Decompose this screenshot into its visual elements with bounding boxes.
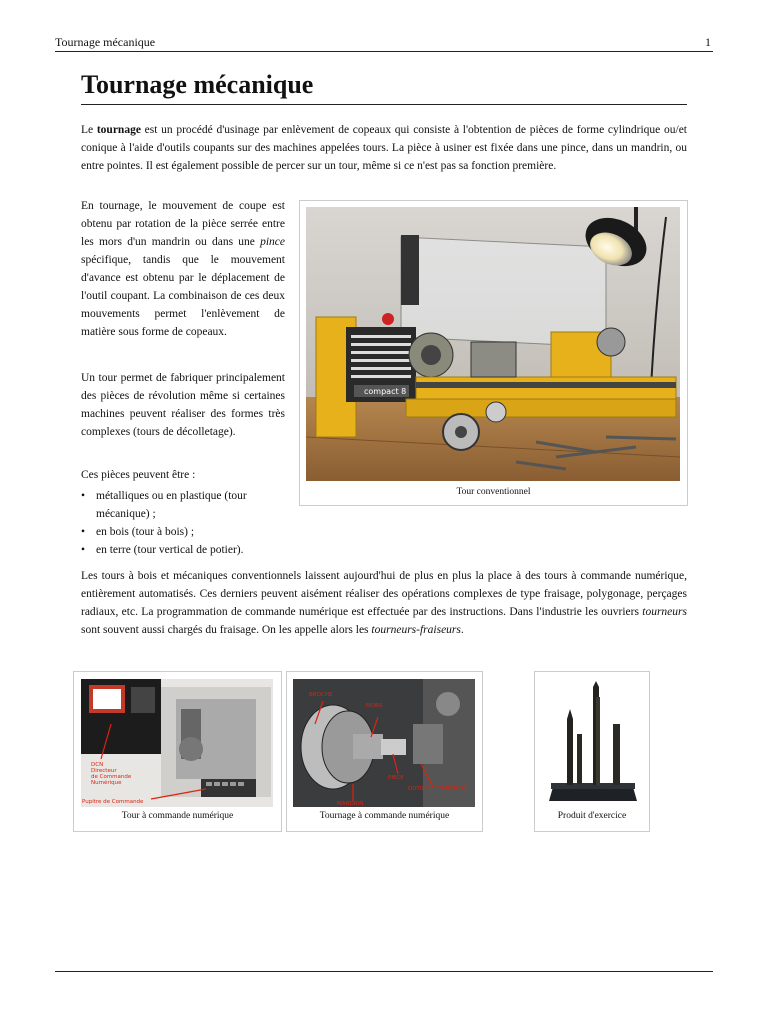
intro-text-pre: Le — [81, 124, 97, 136]
page-title: Tournage mécanique — [81, 70, 687, 105]
annotation-pupitre: Pupitre de Commande — [82, 799, 144, 805]
annotation-line: DCN — [91, 762, 104, 768]
annotation-outil: OUTIL DE TOURNAGE — [408, 786, 467, 792]
cnc-lathe-photo — [81, 679, 273, 807]
annotation-line: de Commande — [91, 774, 132, 780]
materials-list — [81, 487, 301, 559]
para5-text-mid: sont souvent aussi chargés du fraisage. On les appelle alors les — [81, 624, 372, 636]
page-number: 1 — [705, 35, 711, 49]
figure-caption: Tour à commande numérique — [121, 811, 234, 821]
list-item: • en bois (tour à bois) ; — [81, 523, 301, 541]
annotation-line: Directeur — [91, 768, 117, 774]
footer-rule — [55, 971, 713, 972]
running-header — [55, 35, 713, 52]
paragraph-cutting-motion — [81, 197, 285, 341]
annotation-mors: MORS — [366, 703, 383, 709]
running-header-title: Tournage mécanique — [55, 35, 156, 49]
paragraph-cnc — [81, 567, 687, 639]
para2-text-post: spécifique, tandis que le mouvement d'avance est obtenu par le déplacement de l'outil coupant. La combinaison de ces deux mouvements permet l'enlèvement de matière sous forme de copeaux. — [81, 254, 285, 338]
list-item: • métalliques ou en plastique (tour mécanique) ; — [81, 487, 301, 523]
list-item: • en terre (tour vertical de potier). — [81, 541, 301, 559]
paragraph-parts-intro: Ces pièces peuvent être : — [81, 469, 196, 481]
para5-italic-fraiseurs: tourneurs-fraiseurs — [371, 624, 461, 636]
lathe-brand-label: compact 8 — [364, 387, 407, 396]
figure-product — [534, 671, 650, 832]
figure-cnc-turning — [286, 671, 483, 832]
annotation-dcn — [91, 762, 131, 786]
figure-cnc-lathe — [73, 671, 282, 832]
intro-bold-term: tournage — [96, 124, 141, 136]
figure-conventional-lathe — [299, 200, 688, 506]
annotation-line: Numérique — [91, 780, 122, 786]
annotation-broche: BROCHE — [309, 692, 333, 698]
para5-text-post: . — [460, 624, 464, 636]
para2-italic: pince — [260, 236, 285, 248]
figure-caption: Produit d'exercice — [557, 811, 627, 821]
lathe-photo — [306, 207, 680, 481]
annotation-piece: PIECE — [388, 775, 404, 781]
figure-caption: Tour conventionnel — [456, 487, 531, 497]
para2-text-pre: En tournage, le mouvement de coupe est obtenu par rotation de la pièce serrée entre les mors d'un mandrin ou dans une — [81, 200, 285, 248]
paragraph-lathe-capabilities: Un tour permet de fabriquer principalement des pièces de révolution même si certaines machines peuvent réaliser des formes très complexes (tours de décolletage). — [81, 372, 285, 438]
intro-text-post: est un procédé d'usinage par enlèvement de copeaux qui consiste à l'obtention de pièces de forme cylindrique ou/et conique à l'aide d'outils coupants sur des machines appelées tours. La pièce à usiner est fixée dans une pince, dans un mandrin, ou entre pointes. Il est également possible de percer sur un tour, même si ce n'est pas sa fonction première. — [81, 124, 687, 172]
annotation-mandrin: MANDRIN — [337, 801, 364, 807]
para5-text-pre: Les tours à bois et mécaniques conventionnels laissent aujourd'hui de plus en plus la place à des tours à commande numérique, entièrement automatisés. Ces derniers peuvent aisément réaliser des opérations complexes de type fraisage, polygonage, perçages radiaux, etc. La programmation de commande numérique est effectuée par des instructions. Dans l'industrie les ouvriers — [81, 570, 687, 618]
figure-caption: Tournage à commande numérique — [319, 811, 450, 821]
product-photo — [541, 679, 643, 807]
intro-paragraph — [81, 121, 687, 175]
para5-italic-tourneurs: tourneurs — [642, 606, 687, 618]
